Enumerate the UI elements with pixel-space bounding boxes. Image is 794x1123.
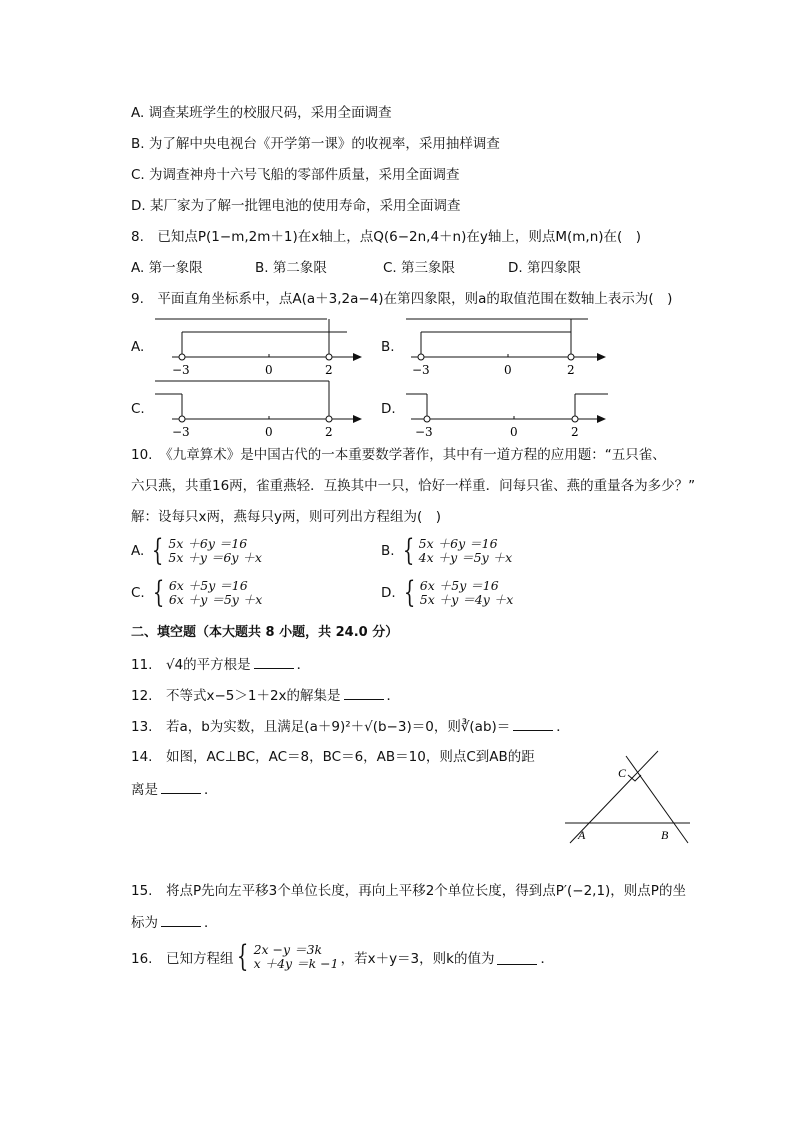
q9-label-d: D. <box>381 401 396 417</box>
q10-stem-line2: 六只燕，共重16两，雀重燕轻．互换其中一只，恰好一样重．问每只雀、燕的重量各为多少？” <box>131 478 696 494</box>
answer-blank[interactable] <box>497 950 537 965</box>
tick-2: 2 <box>325 363 333 377</box>
q10-option-a: A. { 5x ＋6y ＝16 5x ＋y ＝6y ＋x <box>131 533 262 568</box>
q7-option-b: B. 为了解中央电视台《开学第一课》的收视率，采用抽样调查 <box>131 136 500 152</box>
svg-text:0: 0 <box>504 363 512 377</box>
svg-text:2: 2 <box>571 425 579 439</box>
q9-label-b: B. <box>381 339 395 355</box>
q10-option-d: D. { 6x ＋5y ＝16 5x ＋y ＝4y ＋x <box>381 575 514 610</box>
svg-text:0: 0 <box>510 425 518 439</box>
tick-neg3: −3 <box>172 363 190 377</box>
q8-stem: 8. 已知点P(1−m,2m＋1)在x轴上，点Q(6−2n,4＋n)在y轴上，则点M(m,n)在( ) <box>131 229 642 245</box>
q9-number-line-a <box>152 314 367 380</box>
q13: 13. 若a，b为实数，且满足(a＋9)²＋√(b−3)＝0，则∛(ab)＝ ． <box>131 716 570 737</box>
vertex-label-a: A <box>578 828 586 842</box>
q8-option-a: A. 第一象限 <box>131 260 203 276</box>
q14-line1: 14. 如图，AC⊥BC，AC＝8，BC＝6，AB＝10，则点C到AB的距 <box>131 749 535 765</box>
q14-line2: 离是 ． <box>131 779 218 800</box>
q9-stem: 9. 平面直角坐标系中，点A(a＋3,2a−4)在第四象限，则a的取值范围在数轴上表示为( ) <box>131 291 673 307</box>
q10-option-c: C. { 6x ＋5y ＝16 6x ＋y ＝5y ＋x <box>131 575 263 610</box>
q10-option-b: B. { 5x ＋6y ＝16 4x ＋y ＝5y ＋x <box>381 533 513 568</box>
tick-0: 0 <box>265 363 273 377</box>
q8-option-c: C. 第三象限 <box>383 260 456 276</box>
q12: 12. 不等式x−5＞1＋2x的解集是 ． <box>131 685 400 706</box>
answer-blank[interactable] <box>344 685 384 700</box>
q16: 16. 已知方程组 { 2x −y ＝3k x ＋4y ＝k −1 ，若x＋y＝3，则k的值为 ． <box>131 939 554 974</box>
svg-text:2: 2 <box>567 363 575 377</box>
q7-option-c: C. 为调查神舟十六号飞船的零部件质量，采用全面调查 <box>131 167 460 183</box>
svg-text:−3: −3 <box>172 425 190 439</box>
svg-text:0: 0 <box>265 425 273 439</box>
vertex-label-c: C <box>618 766 627 780</box>
q7-option-a: A. 调查某班学生的校服尺码，采用全面调查 <box>131 105 392 121</box>
vertex-label-b: B <box>661 828 669 842</box>
q9-label-c: C. <box>131 401 145 417</box>
answer-blank[interactable] <box>513 716 553 731</box>
q9-number-line-b <box>403 314 618 380</box>
q7-option-d: D. 某厂家为了解一批锂电池的使用寿命，采用全面调查 <box>131 198 461 214</box>
q9-number-line-d <box>403 376 618 442</box>
q9-label-a: A. <box>131 339 145 355</box>
answer-blank[interactable] <box>161 912 201 927</box>
q8-option-b: B. 第二象限 <box>255 260 327 276</box>
svg-text:−3: −3 <box>412 363 430 377</box>
section-title-fill-in: 二、填空题（本大题共 8 小题，共 24.0 分） <box>131 625 399 640</box>
answer-blank[interactable] <box>254 654 294 669</box>
svg-text:2: 2 <box>325 425 333 439</box>
q11: 11. √4的平方根是 ． <box>131 654 310 675</box>
q10-stem-line3: 解：设每只x两，燕每只y两，则可列出方程组为( ) <box>131 509 442 525</box>
q14-triangle-figure <box>560 748 695 848</box>
answer-blank[interactable] <box>161 779 201 794</box>
q10-stem-line1: 10. 《九章算术》是中国古代的一本重要数学著作，其中有一道方程的应用题：“五只雀、 <box>131 447 666 463</box>
q15-line2: 标为 ． <box>131 912 218 933</box>
svg-text:−3: −3 <box>415 425 433 439</box>
q8-option-d: D. 第四象限 <box>508 260 581 276</box>
q15-line1: 15. 将点P先向左平移3个单位长度，再向上平移2个单位长度，得到点P′(−2,1)，则点P的坐 <box>131 883 686 899</box>
q9-number-line-c <box>152 376 367 442</box>
